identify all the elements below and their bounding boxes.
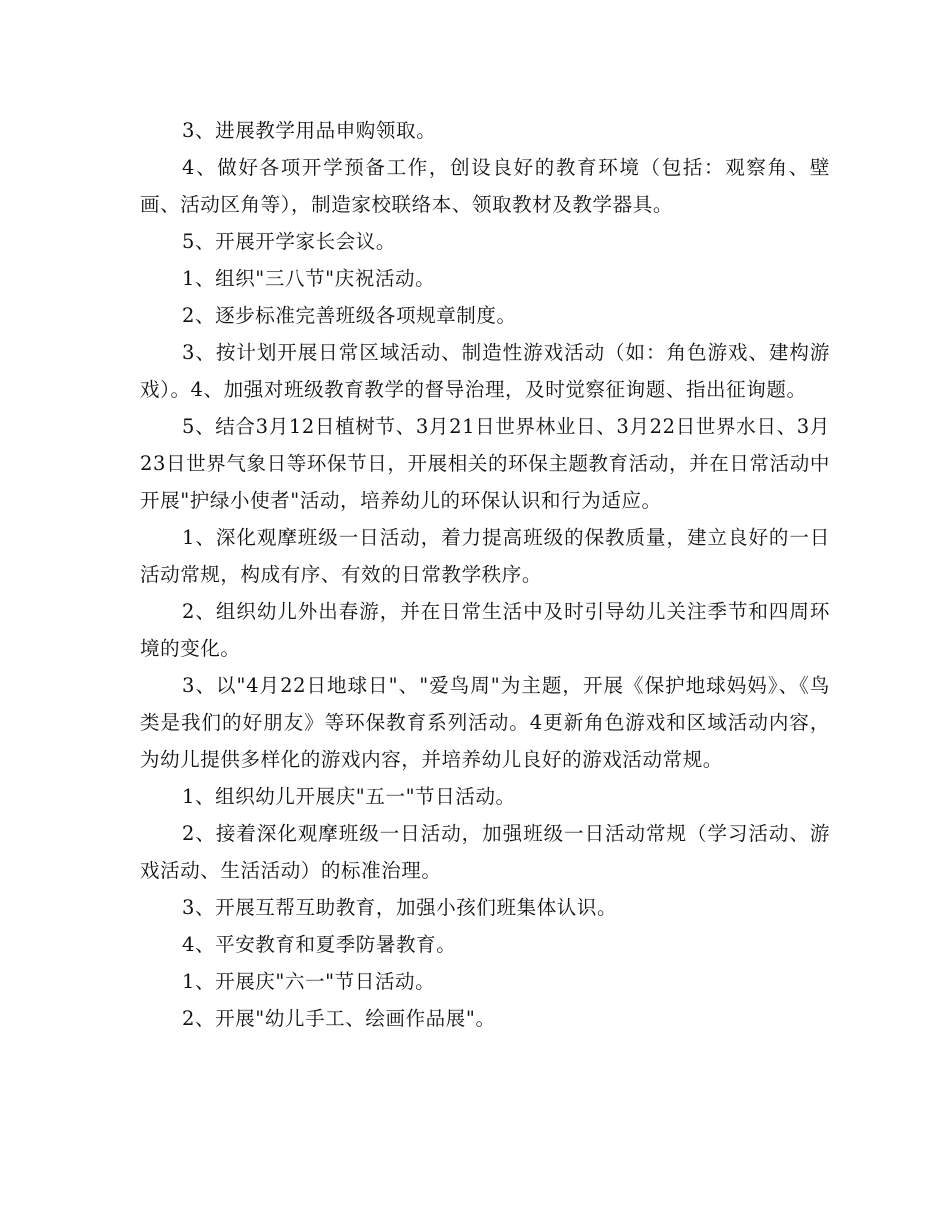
paragraph: 1、组织"三八节"庆祝活动。	[182, 267, 436, 290]
paragraph: 2、组织幼儿外出春游，并在日常生活中及时引导幼儿关注季节和四周环境的变化。	[140, 600, 830, 660]
paragraph: 2、开展"幼儿手工、绘画作品展"。	[182, 1007, 496, 1030]
paragraph: 3、以"4月22日地球日"、"爱鸟周"为主题，开展《保护地球妈妈》、《鸟类是我们的好朋友》等环保教育系列活动。4更新角色游戏和区域活动内容，为幼儿提供多样化的游戏内容，并培养幼儿良好的游戏活动常规。	[140, 674, 830, 771]
paragraph: 1、深化观摩班级一日活动，着力提高班级的保教质量，建立良好的一日活动常规，构成有序、有效的日常教学秩序。	[140, 526, 830, 586]
paragraph: 3、按计划开展日常区域活动、制造性游戏活动（如：角色游戏、建构游戏）。4、加强对班级教育教学的督导治理，及时觉察征询题、指出征询题。	[140, 341, 830, 401]
paragraph: 5、结合3月12日植树节、3月21日世界林业日、3月22日世界水日、3月23日世界气象日等环保节日，开展相关的环保主题教育活动，并在日常活动中开展"护绿小使者"活动，培养幼儿的环保认识和行为适应。	[140, 415, 830, 512]
paragraph: 2、接着深化观摩班级一日活动，加强班级一日活动常规（学习活动、游戏活动、生活活动）的标准治理。	[140, 822, 830, 882]
paragraph: 2、逐步标准完善班级各项规章制度。	[182, 304, 517, 327]
paragraph: 3、开展互帮互助教育，加强小孩们班集体认识。	[182, 896, 618, 919]
paragraph: 4、做好各项开学预备工作，创设良好的教育环境（包括：观察角、壁画、活动区角等），制造家校联络本、领取教材及教学器具。	[140, 156, 830, 216]
paragraph: 5、开展开学家长会议。	[182, 230, 397, 253]
document-body	[140, 112, 830, 1037]
paragraph: 3、进展教学用品申购领取。	[182, 119, 437, 142]
paragraph: 1、开展庆"六一"节日活动。	[182, 970, 436, 993]
paragraph: 1、组织幼儿开展庆"五一"节日活动。	[182, 785, 516, 808]
paragraph: 4、平安教育和夏季防暑教育。	[182, 933, 457, 956]
